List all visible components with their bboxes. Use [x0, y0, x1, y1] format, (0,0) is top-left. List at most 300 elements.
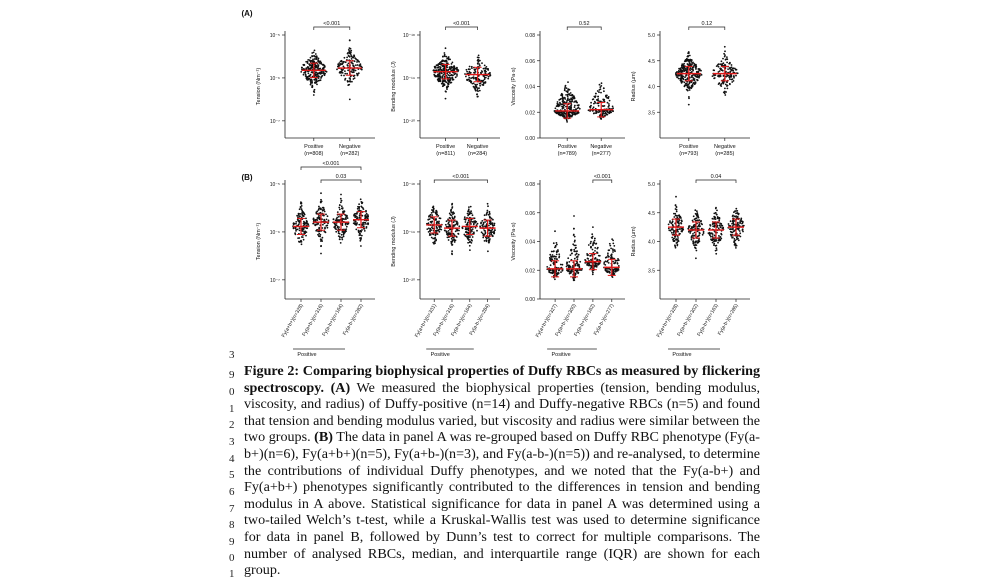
- data-point: [678, 214, 680, 216]
- data-point: [691, 235, 693, 237]
- significance-bracket: [301, 167, 361, 170]
- data-point: [607, 254, 609, 256]
- data-point: [438, 221, 440, 223]
- x-tick-label: Fy(a+b+)(n=328): [280, 303, 305, 339]
- data-point: [728, 223, 730, 225]
- data-point: [303, 74, 305, 76]
- data-point: [338, 216, 340, 218]
- data-point: [716, 65, 718, 67]
- data-point: [349, 40, 351, 42]
- data-point: [365, 214, 367, 216]
- data-point: [685, 84, 687, 86]
- data-point: [668, 228, 670, 230]
- data-point: [721, 225, 723, 227]
- data-point: [692, 227, 694, 229]
- data-point: [473, 76, 475, 78]
- data-point: [603, 261, 605, 263]
- data-point: [574, 258, 576, 260]
- data-point: [599, 86, 601, 88]
- data-point: [590, 102, 592, 104]
- data-point: [561, 103, 563, 105]
- data-point: [299, 208, 301, 210]
- data-point: [672, 224, 674, 226]
- data-point: [441, 83, 443, 85]
- y-tick-label: 10⁻⁷: [269, 118, 280, 125]
- data-point: [305, 61, 307, 63]
- data-point: [557, 106, 559, 108]
- y-tick-label: 4.0: [648, 84, 655, 91]
- x-tick-label: (n=284): [468, 151, 488, 157]
- data-point: [734, 210, 736, 212]
- data-point: [573, 234, 575, 236]
- data-point: [689, 59, 691, 61]
- data-point: [450, 210, 452, 212]
- data-point: [304, 64, 306, 66]
- data-point: [456, 73, 458, 75]
- data-point: [480, 83, 482, 85]
- data-point: [318, 206, 320, 208]
- data-point: [714, 235, 716, 237]
- data-point: [481, 70, 483, 72]
- data-point: [293, 222, 295, 224]
- data-point: [301, 213, 303, 215]
- p-value: <0.001: [593, 174, 611, 180]
- data-point: [688, 225, 690, 227]
- data-point: [607, 256, 609, 258]
- data-point: [467, 215, 469, 217]
- data-point: [688, 51, 690, 53]
- data-point: [694, 242, 696, 244]
- data-point: [487, 205, 489, 207]
- data-point: [353, 215, 355, 217]
- data-point: [677, 76, 679, 78]
- data-point: [607, 252, 609, 254]
- data-point: [335, 219, 337, 221]
- data-point: [304, 232, 306, 234]
- data-point: [737, 72, 739, 74]
- data-point: [440, 68, 442, 70]
- data-point: [449, 59, 451, 61]
- data-point: [360, 65, 362, 67]
- data-point: [574, 263, 576, 265]
- data-point: [435, 233, 437, 235]
- data-point: [676, 71, 678, 73]
- line-number: 5: [229, 469, 235, 481]
- data-point: [739, 220, 741, 222]
- data-point: [349, 52, 351, 54]
- data-point: [318, 227, 320, 229]
- data-point: [561, 95, 563, 97]
- x-tick-label: Fy(a-b+)(n=163): [696, 303, 720, 338]
- data-point: [573, 228, 575, 230]
- data-point: [353, 222, 355, 224]
- data-point: [348, 223, 350, 225]
- data-point: [317, 59, 319, 61]
- data-point: [494, 229, 496, 231]
- data-point: [358, 61, 360, 63]
- data-point: [468, 206, 470, 208]
- line-number: 7: [229, 503, 235, 515]
- data-point: [313, 218, 315, 220]
- data-point: [364, 230, 366, 232]
- data-point: [724, 56, 726, 58]
- data-point: [311, 82, 313, 84]
- data-point: [327, 215, 329, 217]
- data-point: [733, 224, 735, 226]
- data-point: [567, 271, 569, 273]
- data-point: [717, 225, 719, 227]
- data-point: [303, 239, 305, 241]
- y-tick-label: 10⁻⁵: [269, 182, 280, 188]
- data-point: [474, 220, 476, 222]
- data-point: [715, 240, 717, 242]
- data-point: [557, 101, 559, 103]
- data-point: [360, 230, 362, 232]
- data-point: [576, 253, 578, 255]
- data-point: [320, 253, 322, 255]
- data-point: [340, 198, 342, 200]
- data-point: [701, 223, 703, 225]
- x-tick-label: Fy(a+b+)(n=328): [655, 303, 680, 339]
- data-point: [566, 101, 568, 103]
- data-point: [346, 226, 348, 228]
- data-point: [307, 67, 309, 69]
- data-point: [307, 59, 309, 61]
- data-point: [467, 211, 469, 213]
- data-point: [573, 249, 575, 251]
- data-point: [687, 90, 689, 92]
- y-tick-label: 0.04: [525, 239, 535, 246]
- data-point: [723, 75, 725, 77]
- data-point: [702, 234, 704, 236]
- data-point: [594, 238, 596, 240]
- data-point: [469, 249, 471, 251]
- data-point: [343, 236, 345, 238]
- data-point: [567, 257, 569, 259]
- data-point: [675, 204, 677, 206]
- data-point: [732, 78, 734, 80]
- data-point: [676, 242, 678, 244]
- data-point: [735, 247, 737, 249]
- data-point: [356, 224, 358, 226]
- data-point: [578, 104, 580, 106]
- data-point: [455, 76, 457, 78]
- data-point: [607, 260, 609, 262]
- data-point: [713, 213, 715, 215]
- data-point: [564, 98, 566, 100]
- data-point: [323, 215, 325, 217]
- data-point: [343, 75, 345, 77]
- data-point: [603, 263, 605, 265]
- data-point: [712, 233, 714, 235]
- data-point: [318, 207, 320, 209]
- x-tick-label: Negative: [713, 144, 736, 150]
- data-point: [718, 227, 720, 229]
- data-point: [348, 63, 350, 65]
- data-point: [436, 221, 438, 223]
- data-point: [612, 240, 614, 242]
- data-point: [347, 217, 349, 219]
- data-point: [600, 92, 602, 94]
- data-point: [558, 99, 560, 101]
- data-point: [716, 249, 718, 251]
- data-point: [695, 82, 697, 84]
- data-point: [479, 60, 481, 62]
- data-point: [360, 198, 362, 200]
- data-point: [693, 65, 695, 67]
- data-point: [724, 50, 726, 52]
- data-point: [713, 223, 715, 225]
- data-point: [360, 238, 362, 240]
- data-point: [320, 245, 322, 247]
- data-point: [590, 241, 592, 243]
- data-point: [712, 235, 714, 237]
- data-point: [475, 90, 477, 92]
- data-point: [311, 79, 313, 81]
- data-point: [712, 238, 714, 240]
- data-point: [366, 217, 368, 219]
- data-point: [448, 239, 450, 241]
- data-point: [735, 75, 737, 77]
- data-point: [612, 107, 614, 109]
- data-point: [601, 82, 603, 84]
- p-value: 0.04: [710, 174, 722, 180]
- data-point: [695, 247, 697, 249]
- data-point: [322, 64, 324, 66]
- data-point: [692, 70, 694, 72]
- data-point: [438, 69, 440, 71]
- data-point: [700, 70, 702, 72]
- data-point: [325, 214, 327, 216]
- data-point: [575, 251, 577, 253]
- y-tick-label: 10⁻¹⁹: [402, 75, 415, 82]
- data-point: [453, 237, 455, 239]
- data-point: [588, 244, 590, 246]
- data-point: [483, 234, 485, 236]
- data-point: [573, 251, 575, 253]
- significance-bracket: [593, 180, 612, 183]
- line-number: 2: [229, 419, 235, 431]
- data-point: [719, 218, 721, 220]
- data-point: [343, 61, 345, 63]
- data-point: [735, 69, 737, 71]
- data-point: [320, 192, 322, 194]
- data-point: [346, 64, 348, 66]
- data-point: [558, 257, 560, 259]
- data-point: [579, 261, 581, 263]
- data-point: [466, 71, 468, 73]
- data-point: [445, 47, 447, 49]
- data-point: [313, 79, 315, 81]
- data-point: [481, 220, 483, 222]
- data-point: [318, 61, 320, 63]
- y-axis-label: Tension (Nm⁻¹): [256, 67, 262, 106]
- data-point: [473, 222, 475, 224]
- data-point: [594, 250, 596, 252]
- x-tick-label: Positive: [557, 144, 577, 150]
- data-point: [358, 234, 360, 236]
- data-point: [316, 79, 318, 81]
- data-point: [717, 242, 719, 244]
- data-point: [485, 71, 487, 73]
- data-point: [490, 232, 492, 234]
- data-point: [443, 83, 445, 85]
- data-point: [436, 226, 438, 228]
- data-point: [575, 270, 577, 272]
- data-point: [550, 264, 552, 266]
- data-point: [556, 258, 558, 260]
- data-point: [365, 211, 367, 213]
- data-point: [592, 99, 594, 101]
- data-point: [344, 70, 346, 72]
- data-point: [673, 213, 675, 215]
- data-point: [554, 258, 556, 260]
- data-point: [571, 116, 573, 118]
- data-point: [486, 66, 488, 68]
- data-point: [682, 68, 684, 70]
- data-point: [477, 90, 479, 92]
- data-point: [484, 221, 486, 223]
- x-tick-label: Fy(a+b+)(n=331): [413, 303, 438, 339]
- data-point: [449, 217, 451, 219]
- data-point: [324, 74, 326, 76]
- data-point: [557, 250, 559, 252]
- data-point: [674, 244, 676, 246]
- y-axis-label: Bending modulus (J): [391, 61, 397, 112]
- data-point: [573, 279, 575, 281]
- data-point: [479, 63, 481, 65]
- data-point: [301, 205, 303, 207]
- data-point: [737, 223, 739, 225]
- data-point: [458, 233, 460, 235]
- data-point: [323, 220, 325, 222]
- data-point: [467, 213, 469, 215]
- data-point: [322, 237, 324, 239]
- data-point: [303, 213, 305, 215]
- data-point: [731, 237, 733, 239]
- data-point: [609, 112, 611, 114]
- data-point: [612, 106, 614, 108]
- data-point: [456, 221, 458, 223]
- data-point: [594, 240, 596, 242]
- data-point: [592, 274, 594, 276]
- data-point: [553, 272, 555, 274]
- data-point: [349, 99, 351, 101]
- data-point: [487, 203, 489, 205]
- data-point: [452, 62, 454, 64]
- data-point: [555, 245, 557, 247]
- data-point: [443, 65, 445, 67]
- data-point: [732, 215, 734, 217]
- data-point: [733, 75, 735, 77]
- data-point: [324, 228, 326, 230]
- data-point: [449, 225, 451, 227]
- data-point: [681, 219, 683, 221]
- data-point: [472, 228, 474, 230]
- data-point: [567, 88, 569, 90]
- data-point: [440, 226, 442, 228]
- data-point: [341, 231, 343, 233]
- data-point: [731, 223, 733, 225]
- data-point: [464, 218, 466, 220]
- data-point: [321, 63, 323, 65]
- data-point: [472, 214, 474, 216]
- data-point: [595, 93, 597, 95]
- x-tick-label: Fy(a-b+)(n=164): [450, 303, 474, 338]
- data-point: [428, 219, 430, 221]
- data-point: [489, 72, 491, 74]
- data-point: [452, 79, 454, 81]
- data-point: [324, 231, 326, 233]
- data-point: [451, 250, 453, 252]
- data-point: [574, 98, 576, 100]
- data-point: [340, 202, 342, 204]
- data-point: [454, 241, 456, 243]
- figure-caption: Figure 2: Comparing biophysical properties of Duffy RBCs as measured by flickering spectroscopy. (A) We measured the biophysical properties (tension, bending modulus, viscosity, and radius) of Duffy-positive (n=14) and Duffy-negative RBCs (n=5) and found that tension and bending modulus varied, but viscosity and radius were similar between the two groups. (B) The data in panel A was re-grouped based on Duffy RBC phenotype (Fy(a-b+)(n=6), Fy(a+b+)(n=5), Fy(a+b-)(n=3), and Fy(a-b-)(n=5)) and re-analysed, to determine the contributions of individual Duffy phenotypes, and we noted that the Fy(a-b+) and Fy(a+b+) phenotypes significantly contributed to the differences in tension and bending modulus in A above. Statistical significance for data in panel A was determined using a two-tailed Welch’s t-test, while a Kruskal-Wallis test was used to determine significance for data in panel B, followed by Dunn’s test to correct for multiple comparisons. The number of analysed RBCs, median, and interquartile range (IQR) are shown for each group.: [244, 363, 760, 579]
- data-point: [450, 66, 452, 68]
- data-point: [731, 64, 733, 66]
- data-point: [724, 46, 726, 48]
- data-point: [340, 194, 342, 196]
- data-point: [299, 222, 301, 224]
- data-point: [598, 263, 600, 265]
- data-point: [453, 66, 455, 68]
- data-point: [493, 225, 495, 227]
- data-point: [451, 82, 453, 84]
- data-point: [318, 218, 320, 220]
- x-tick-label: Fy(a+b-)(n=316): [301, 303, 325, 338]
- line-number: 3: [229, 436, 235, 448]
- data-point: [682, 78, 684, 80]
- data-point: [350, 50, 352, 52]
- data-point: [570, 92, 572, 94]
- y-tick-label: 5.0: [648, 182, 655, 188]
- data-point: [560, 115, 562, 117]
- data-point: [695, 68, 697, 70]
- data-point: [729, 78, 731, 80]
- data-point: [465, 228, 467, 230]
- line-number: 8: [229, 519, 235, 531]
- data-point: [444, 230, 446, 232]
- data-point: [475, 227, 477, 229]
- data-point: [719, 240, 721, 242]
- data-point: [320, 240, 322, 242]
- significance-bracket: [321, 180, 361, 183]
- data-point: [599, 84, 601, 86]
- group-label: Positive: [297, 352, 317, 358]
- data-point: [349, 79, 351, 81]
- data-point: [295, 234, 297, 236]
- data-point: [676, 215, 678, 217]
- data-point: [608, 103, 610, 105]
- data-point: [678, 70, 680, 72]
- significance-bracket: [446, 27, 478, 30]
- data-point: [351, 58, 353, 60]
- data-point: [695, 220, 697, 222]
- data-point: [562, 270, 564, 272]
- data-point: [354, 75, 356, 77]
- data-point: [357, 75, 359, 77]
- data-point: [353, 55, 355, 57]
- x-tick-label: Fy(a-b-)(n=277): [592, 303, 616, 337]
- data-point: [429, 234, 431, 236]
- data-point: [588, 109, 590, 111]
- data-point: [428, 231, 430, 233]
- data-point: [546, 266, 548, 268]
- data-point: [697, 242, 699, 244]
- data-point: [325, 225, 327, 227]
- data-point: [738, 239, 740, 241]
